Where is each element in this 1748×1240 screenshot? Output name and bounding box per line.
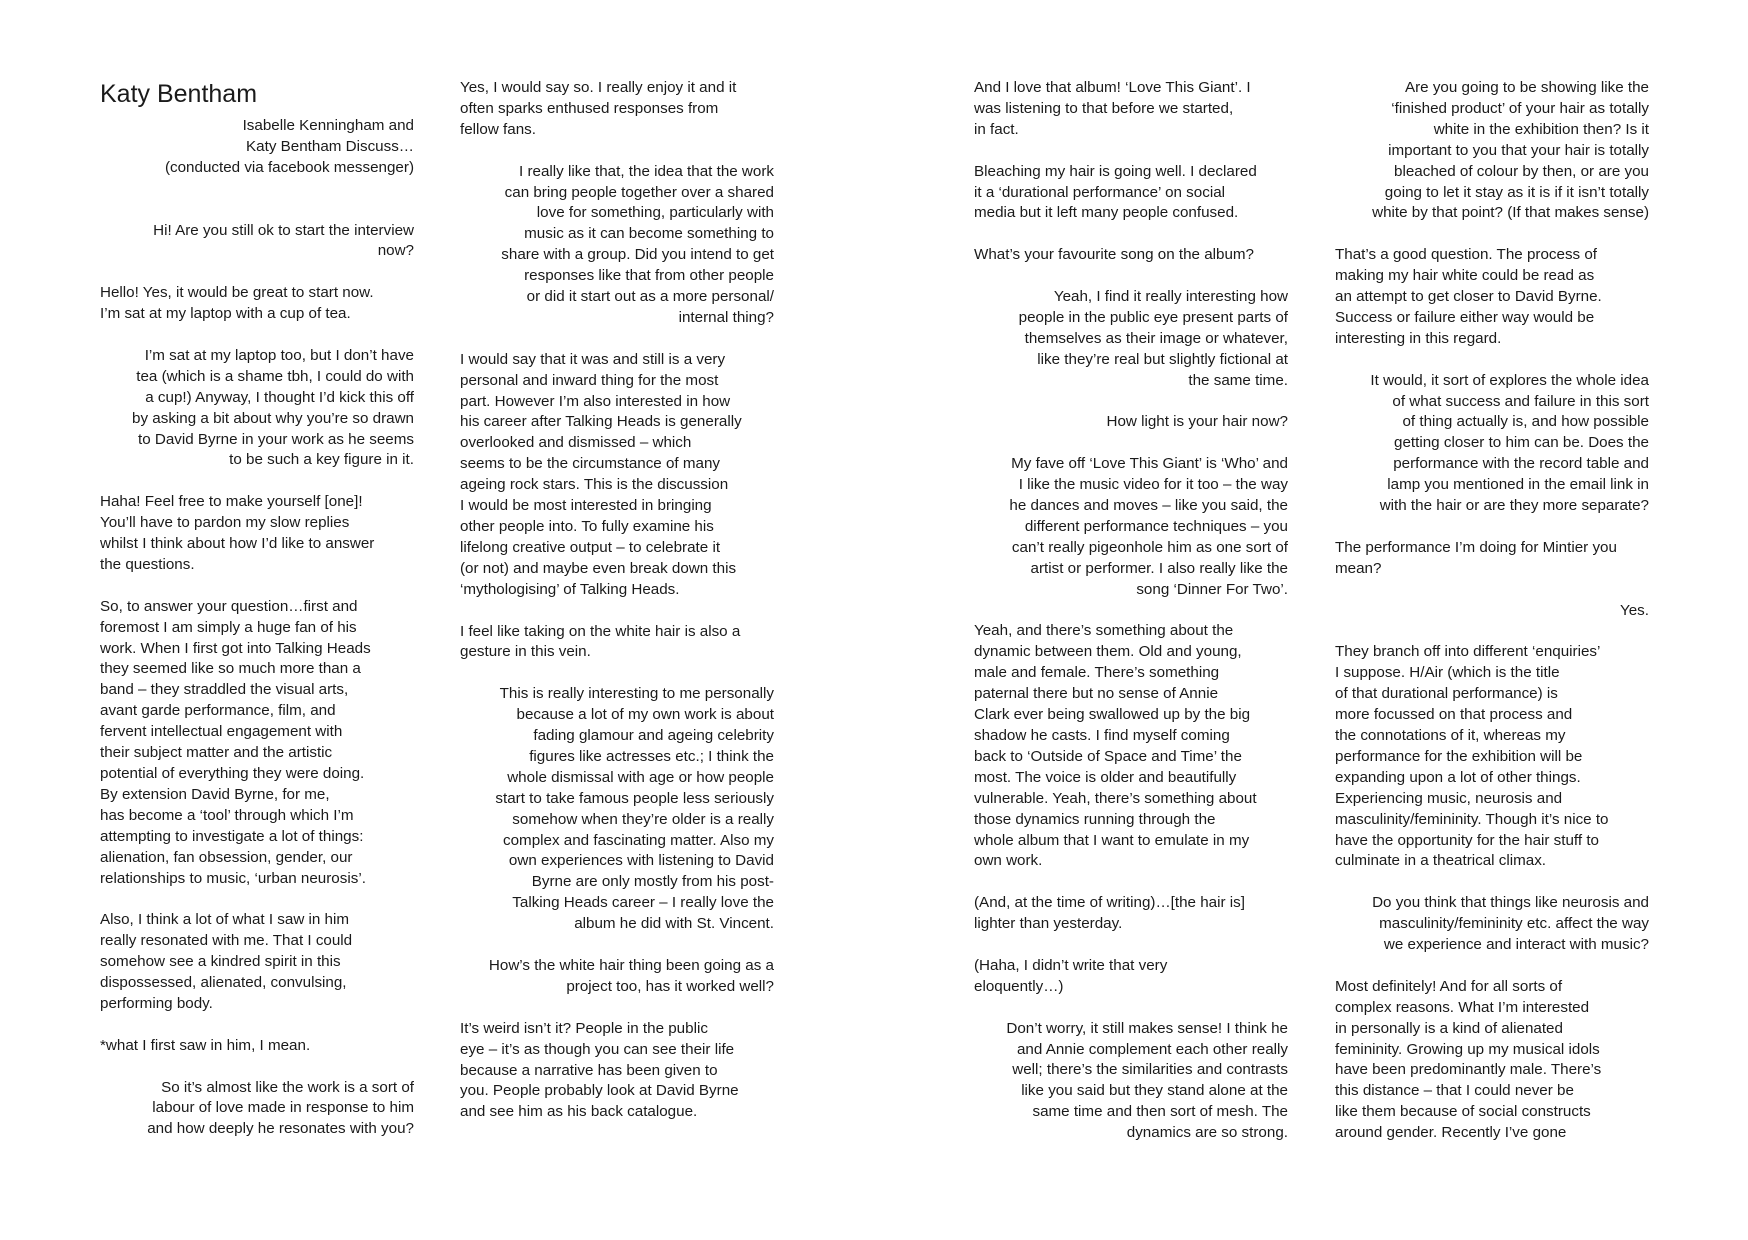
interview-subtitle: Isabelle Kenningham and Katy Bentham Discuss… (conducted via facebook messenger): [164, 117, 414, 176]
column-3-paragraphs: [974, 78, 1288, 1144]
interview-answer: Bleaching my hair is going well. I declared it a ‘durational performance’ on social media but it left many people confused.: [974, 162, 1257, 222]
interview-question: How’s the white hair thing been going as a project too, has it worked well?: [488, 956, 774, 995]
interview-question: This is really interesting to me personally because a lot of my own work is about fading glamour and ageing celebrity figures like actresses etc.; I think the whole dismissal with age or how people start to take famous people less seriously somehow when they’re older is a really complex and fascinating matter. Also my own experiences with listening to David Byrne are only mostly from his post- Talking Heads career – I really love the album he did with St. Vincent.: [495, 685, 774, 933]
interview-answer: (And, at the time of writing)…[the hair is] lighter than yesterday.: [974, 894, 1245, 933]
interview-question: Hi! Are you still ok to start the interview now?: [153, 221, 414, 260]
interview-answer: What’s your favourite song on the album?: [974, 246, 1255, 264]
interview-answer: Haha! Feel free to make yourself [one]! You’ll have to pardon my slow replies whilst I think about how I’d like to answer the questions.: [100, 493, 375, 573]
interview-answer: *what I first saw in him, I mean.: [100, 1036, 311, 1054]
column-2: [460, 78, 774, 1144]
interview-question: Yeah, I find it really interesting how people in the public eye present parts of themselves as their image or whatever, like they’re real but slightly fictional at the same time.: [1018, 288, 1288, 389]
interview-answer: They branch off into different ‘enquiries’ I suppose. H/Air (which is the title of that durational performance) is more focussed on that process and the connotations of it, whereas my performance for the exhibition will be expanding upon a lot of other things. Experiencing music, neurosis and masculinity/femininity. Though it’s nice to have the opportunity for the hair stuff to culminate in a theatrical climax.: [1335, 643, 1609, 870]
interview-answer: It’s weird isn’t it? People in the public eye – it’s as though you can see their life because a narrative has been given to you. People probably look at David Byrne and see him as his back catalogue.: [460, 1019, 739, 1121]
interview-question: My fave off ‘Love This Giant’ is ‘Who’ and I like the music video for it too – the way he dances and moves – like you said, the different performance techniques – you can’t really pigeonhole him as one sort of artist or performer. I also really like the song ‘Dinner For Two’.: [1009, 455, 1288, 598]
column-2-paragraphs: [460, 78, 774, 1123]
interview-question: So it’s almost like the work is a sort of labour of love made in response to him and how deeply he resonates with you?: [147, 1078, 414, 1138]
column-4-paragraphs: [1335, 78, 1649, 1144]
column-1-paragraphs: [100, 221, 414, 1141]
page-title: Katy Bentham: [100, 80, 258, 108]
interview-answer: Most definitely! And for all sorts of complex reasons. What I’m interested in personally is a kind of alienated femininity. Growing up my musical idols have been predominantly male. There’s this distance – that I could never be like them because of social constructs around gender. Recently I’ve gone: [1335, 977, 1602, 1142]
interview-question: Are you going to be showing like the ‘finished product’ of your hair as totally white in the exhibition then? Is it important to you that your hair is totally bleached of colour by then, or are you going to let it stay as it is if it isn’t totally white by that point? (If that makes sense): [1372, 79, 1649, 222]
interview-answer: I would say that it was and still is a very personal and inward thing for the most part. However I’m also interested in how his career after Talking Heads is generally overlooked and dismissed – which seems to be the circumstance of many ageing rock stars. This is the discussion I would be most interested in bringing other people into. To fully examine his lifelong creative output – to celebrate it (or not) and maybe even break down this ‘mythologising’ of Talking Heads.: [460, 350, 742, 598]
interview-answer: So, to answer your question…first and foremost I am simply a huge fan of his work. When I first got into Talking Heads they seemed like so much more than a band – they straddled the visual arts, avant garde performance, film, and fervent intellectual engagement with their subject matter and the artistic potential of everything they were doing. By extension David Byrne, for me, has become a ‘tool’ through which I’m attempting to investigate a lot of things: alienation, fan obsession, gender, our relationships to music, ‘urban neurosis’.: [100, 597, 371, 887]
interview-question: Yes.: [1620, 601, 1649, 619]
interview-question: Do you think that things like neurosis and masculinity/femininity etc. affect the way we experience and interact with music?: [1372, 894, 1649, 954]
interview-answer: Also, I think a lot of what I saw in him really resonated with me. That I could somehow see a kindred spirit in this dispossessed, alienated, convulsing, performing body.: [100, 911, 353, 1012]
interview-answer: I feel like taking on the white hair is also a gesture in this vein.: [460, 622, 741, 661]
interview-answer: The performance I’m doing for Mintier you mean?: [1335, 538, 1617, 577]
interview-answer: That’s a good question. The process of making my hair white could be read as an attempt to get closer to David Byrne. Success or failure either way would be interesting in this regard.: [1335, 246, 1602, 347]
interview-question: How light is your hair now?: [1106, 413, 1288, 431]
interview-answer: And I love that album! ‘Love This Giant’. I was listening to that before we started, in fact.: [974, 79, 1251, 138]
interview-answer: Yes, I would say so. I really enjoy it and it often sparks enthused responses from fellow fans.: [460, 79, 737, 138]
interview-answer: Hello! Yes, it would be great to start now. I’m sat at my laptop with a cup of tea.: [100, 284, 374, 323]
interview-question: I really like that, the idea that the work can bring people together over a shared love for something, particularly with music as it can become something to share with a group. Did you intend to get responses like that from other people or did it start out as a more personal/ internal thing?: [501, 162, 774, 326]
column-4: [1335, 78, 1649, 1165]
interview-answer: Yeah, and there’s something about the dynamic between them. Old and young, male and female. There’s something paternal there but no sense of Annie Clark ever being swallowed up by the big shadow he casts. I find myself coming back to ‘Outside of Space and Time’ the most. The voice is older and beautifully vulnerable. Yeah, there’s something about those dynamics running through the whole album that I want to emulate in my own work.: [974, 622, 1257, 870]
column-1: [100, 78, 414, 1161]
interview-question: It would, it sort of explores the whole idea of what success and failure in this sort of thing actually is, and how possible getting closer to him can be. Does the performance with the record table and lamp you mentioned in the email link in with the hair or are they more separate?: [1370, 371, 1649, 515]
interview-question: Don’t worry, it still makes sense! I think he and Annie complement each other really well; there’s the similarities and contrasts like you said but they stand alone at the same time and then sort of mesh. The dynamics are so strong.: [1006, 1019, 1288, 1142]
interview-question: I’m sat at my laptop too, but I don’t have tea (which is a shame tbh, I could do with a cup!) Anyway, I thought I’d kick this off by asking a bit about why you’re so drawn to David Byrne in your work as he seems to be such a key figure in it.: [132, 346, 414, 469]
interview-answer: (Haha, I didn’t write that very eloquently…): [974, 956, 1168, 995]
column-3: [974, 78, 1288, 1165]
